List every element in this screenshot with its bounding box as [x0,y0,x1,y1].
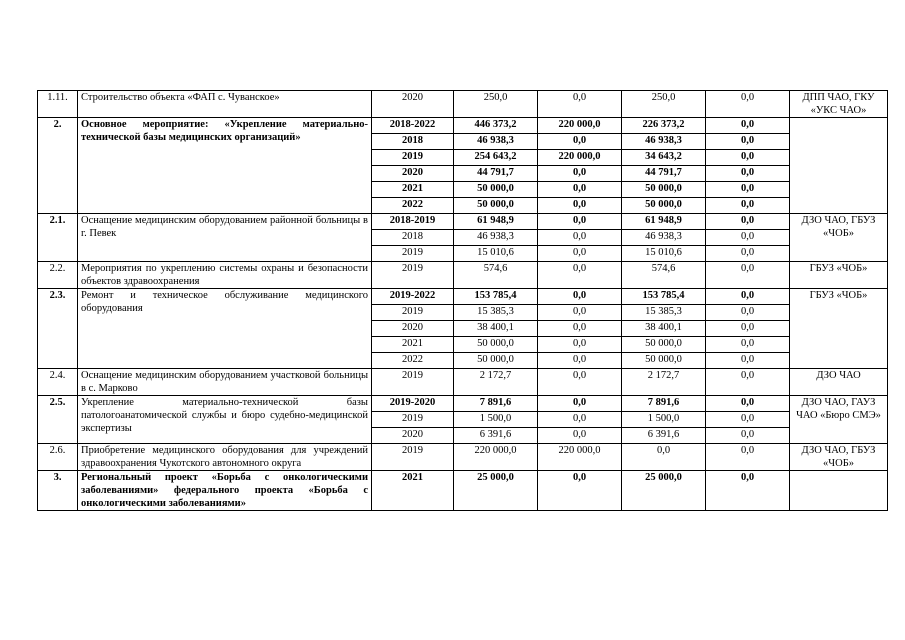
event-name: Ремонт и техническое обслуживание медицинского оборудования [78,289,372,369]
other-sources-cell: 0,0 [706,182,790,198]
responsible-cell: ДЗО ЧАО, ГАУЗ ЧАО «Бюро СМЭ» [790,396,888,444]
total-cell: 44 791,7 [454,166,538,182]
row-number: 2.5. [38,396,78,444]
row-number: 1.11. [38,91,78,118]
event-name: Приобретение медицинского оборудования для учреждений здравоохранения Чукотского автономного округа [78,444,372,471]
other-sources-cell: 0,0 [706,353,790,369]
other-sources-cell: 0,0 [706,134,790,150]
other-sources-cell: 0,0 [706,230,790,246]
federal-budget-cell: 0,0 [538,337,622,353]
total-cell: 50 000,0 [454,182,538,198]
period-cell: 2018 [372,230,454,246]
event-name: Оснащение медицинским оборудованием участковой больницы в с. Марково [78,369,372,396]
other-sources-cell: 0,0 [706,396,790,412]
regional-budget-cell: 1 500,0 [622,412,706,428]
other-sources-cell: 0,0 [706,150,790,166]
total-cell: 574,6 [454,262,538,289]
federal-budget-cell: 220 000,0 [538,118,622,134]
other-sources-cell: 0,0 [706,198,790,214]
federal-budget-cell: 0,0 [538,321,622,337]
period-cell: 2020 [372,91,454,118]
federal-budget-cell: 0,0 [538,353,622,369]
row-number: 2.4. [38,369,78,396]
period-cell: 2019 [372,262,454,289]
table-row [38,118,888,134]
period-cell: 2019 [372,150,454,166]
table-row [38,471,888,511]
federal-budget-cell: 0,0 [538,91,622,118]
row-number: 2.3. [38,289,78,369]
regional-budget-cell: 50 000,0 [622,198,706,214]
regional-budget-cell: 7 891,6 [622,396,706,412]
other-sources-cell: 0,0 [706,412,790,428]
event-name: Оснащение медицинским оборудованием районной больницы в г. Певек [78,214,372,262]
federal-budget-cell: 0,0 [538,214,622,230]
federal-budget-cell: 0,0 [538,396,622,412]
total-cell: 6 391,6 [454,428,538,444]
other-sources-cell: 0,0 [706,118,790,134]
total-cell: 7 891,6 [454,396,538,412]
table-row [38,214,888,230]
table-row [38,396,888,412]
regional-budget-cell: 15 010,6 [622,246,706,262]
federal-budget-cell: 0,0 [538,262,622,289]
period-cell: 2018-2022 [372,118,454,134]
table-row [38,444,888,471]
table-row [38,262,888,289]
total-cell: 2 172,7 [454,369,538,396]
total-cell: 254 643,2 [454,150,538,166]
total-cell: 50 000,0 [454,337,538,353]
other-sources-cell: 0,0 [706,262,790,289]
period-cell: 2019-2022 [372,289,454,305]
other-sources-cell: 0,0 [706,428,790,444]
regional-budget-cell: 25 000,0 [622,471,706,511]
regional-budget-cell: 226 373,2 [622,118,706,134]
total-cell: 61 948,9 [454,214,538,230]
period-cell: 2018-2019 [372,214,454,230]
period-cell: 2019-2020 [372,396,454,412]
other-sources-cell: 0,0 [706,289,790,305]
regional-budget-cell: 50 000,0 [622,353,706,369]
federal-budget-cell: 0,0 [538,428,622,444]
total-cell: 220 000,0 [454,444,538,471]
period-cell: 2022 [372,198,454,214]
table-body [38,91,888,511]
table-row [38,91,888,118]
responsible-cell [790,471,888,511]
other-sources-cell: 0,0 [706,369,790,396]
period-cell: 2020 [372,321,454,337]
responsible-cell [790,118,888,214]
responsible-cell: ДЗО ЧАО, ГБУЗ «ЧОБ» [790,444,888,471]
event-name: Мероприятия по укреплению системы охраны и безопасности объектов здравоохранения [78,262,372,289]
period-cell: 2021 [372,471,454,511]
period-cell: 2019 [372,444,454,471]
other-sources-cell: 0,0 [706,91,790,118]
federal-budget-cell: 0,0 [538,198,622,214]
other-sources-cell: 0,0 [706,305,790,321]
period-cell: 2019 [372,412,454,428]
total-cell: 38 400,1 [454,321,538,337]
total-cell: 1 500,0 [454,412,538,428]
event-name: Основное мероприятие: «Укрепление материально-технической базы медицинских организаций» [78,118,372,214]
period-cell: 2020 [372,428,454,444]
federal-budget-cell: 0,0 [538,471,622,511]
other-sources-cell: 0,0 [706,444,790,471]
total-cell: 50 000,0 [454,198,538,214]
federal-budget-cell: 220 000,0 [538,150,622,166]
federal-budget-cell: 220 000,0 [538,444,622,471]
row-number: 2. [38,118,78,214]
period-cell: 2020 [372,166,454,182]
responsible-cell: ДЗО ЧАО, ГБУЗ «ЧОБ» [790,214,888,262]
period-cell: 2019 [372,305,454,321]
other-sources-cell: 0,0 [706,246,790,262]
table-row [38,289,888,305]
period-cell: 2021 [372,337,454,353]
total-cell: 46 938,3 [454,134,538,150]
program-table [37,90,888,511]
period-cell: 2019 [372,246,454,262]
total-cell: 15 010,6 [454,246,538,262]
regional-budget-cell: 250,0 [622,91,706,118]
federal-budget-cell: 0,0 [538,230,622,246]
federal-budget-cell: 0,0 [538,305,622,321]
other-sources-cell: 0,0 [706,337,790,353]
federal-budget-cell: 0,0 [538,246,622,262]
row-number: 3. [38,471,78,511]
event-name: Строительство объекта «ФАП с. Чуванское» [78,91,372,118]
regional-budget-cell: 38 400,1 [622,321,706,337]
regional-budget-cell: 50 000,0 [622,337,706,353]
federal-budget-cell: 0,0 [538,412,622,428]
responsible-cell: ДПП ЧАО, ГКУ «УКС ЧАО» [790,91,888,118]
other-sources-cell: 0,0 [706,321,790,337]
regional-budget-cell: 6 391,6 [622,428,706,444]
total-cell: 25 000,0 [454,471,538,511]
regional-budget-cell: 61 948,9 [622,214,706,230]
other-sources-cell: 0,0 [706,166,790,182]
row-number: 2.2. [38,262,78,289]
federal-budget-cell: 0,0 [538,166,622,182]
regional-budget-cell: 50 000,0 [622,182,706,198]
regional-budget-cell: 34 643,2 [622,150,706,166]
period-cell: 2019 [372,369,454,396]
period-cell: 2018 [372,134,454,150]
regional-budget-cell: 46 938,3 [622,134,706,150]
total-cell: 15 385,3 [454,305,538,321]
responsible-cell: ГБУЗ «ЧОБ» [790,262,888,289]
responsible-cell: ГБУЗ «ЧОБ» [790,289,888,369]
event-name: Региональный проект «Борьба с онкологическими заболеваниями» федерального проекта «Борьба с онкологическими заболеваниями» [78,471,372,511]
other-sources-cell: 0,0 [706,214,790,230]
event-name: Укрепление материально-технической базы патологоанатомической службы и бюро судебно-медицинской экспертизы [78,396,372,444]
federal-budget-cell: 0,0 [538,182,622,198]
regional-budget-cell: 46 938,3 [622,230,706,246]
period-cell: 2021 [372,182,454,198]
regional-budget-cell: 0,0 [622,444,706,471]
total-cell: 153 785,4 [454,289,538,305]
row-number: 2.1. [38,214,78,262]
federal-budget-cell: 0,0 [538,369,622,396]
table-row [38,369,888,396]
total-cell: 46 938,3 [454,230,538,246]
total-cell: 250,0 [454,91,538,118]
federal-budget-cell: 0,0 [538,134,622,150]
regional-budget-cell: 2 172,7 [622,369,706,396]
other-sources-cell: 0,0 [706,471,790,511]
row-number: 2.6. [38,444,78,471]
total-cell: 446 373,2 [454,118,538,134]
regional-budget-cell: 44 791,7 [622,166,706,182]
total-cell: 50 000,0 [454,353,538,369]
regional-budget-cell: 15 385,3 [622,305,706,321]
period-cell: 2022 [372,353,454,369]
responsible-cell: ДЗО ЧАО [790,369,888,396]
federal-budget-cell: 0,0 [538,289,622,305]
regional-budget-cell: 153 785,4 [622,289,706,305]
regional-budget-cell: 574,6 [622,262,706,289]
